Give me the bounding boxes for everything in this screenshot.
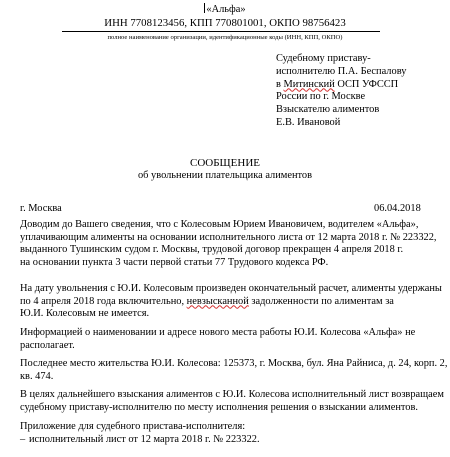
doc-date: 06.04.2018: [374, 203, 421, 214]
header-rule: [62, 31, 380, 32]
recipient-line: в Митинский ОСП УФССП: [276, 78, 399, 90]
recipient-block: [276, 53, 406, 130]
paragraph-settlement: На дату увольнения с Ю.И. Колесовым произведен окончательный расчет, алименты удержаны по 4 апреля 2018 года включительно, невзысканной задолженности по алиментам за Ю.И. Колесовым не имеется.: [20, 283, 442, 320]
recipient-line: России по г. Москве: [276, 91, 366, 103]
org-codes: ИНН 7708123456, КПП 770801001, ОКПО 98756423: [104, 17, 346, 29]
recipient-line: Е.В. Ивановой: [276, 116, 341, 128]
paragraph-new-employer: Информацией о наименовании и адресе нового места работы Ю.И. Колесова «Альфа» не располагает.: [20, 327, 416, 351]
spellcheck-word: невзысканной: [186, 295, 249, 307]
paragraph-last-address: Последнее место жительства Ю.И. Колесова: 125373, г. Москва, бул. Яна Райниса, д. 24, корп. 2, кв. 474.: [20, 358, 448, 382]
paragraph-attachment: Приложение для судебного пристава-исполнителя: – исполнительный лист от 12 марта 2018 г. № 223322.: [20, 421, 260, 445]
header-caption: полное наименование организации, идентификационные коды (ИНН, КПП, ОКПО): [107, 34, 343, 41]
paragraph-writ-return: В целях дальнейшего взыскания алиментов с Ю.И. Колесова исполнительный лист возвращаем судебному приставу-исполнителю по месту исполнения решения о взыскании алиментов.: [20, 389, 444, 413]
spellcheck-word: Митинский: [283, 78, 335, 90]
doc-title: СООБЩЕНИЕ: [190, 157, 260, 169]
recipient-line: Судебному приставу-: [276, 53, 371, 64]
paragraph-dismissal: Доводим до Вашего сведения, что с Колесовым Юрием Ивановичем, водителем «Альфа», уплачивающим алименты на основании исполнительного листа от 12 марта 2018 г. № 223322, выданного Тушинским судом г. Москвы, трудовой договор прекращен 4 апреля 2018 г. на основании пункта 3 части первой статьи 77 Трудового кодекса РФ.: [20, 219, 437, 268]
org-name: «Альфа»: [206, 4, 246, 15]
doc-place: г. Москва: [20, 203, 62, 214]
recipient-line: исполнителю П.А. Беспалову: [276, 65, 407, 77]
recipient-line: Взыскателю алиментов: [276, 104, 380, 116]
doc-subtitle: об увольнении плательщика алиментов: [137, 170, 313, 181]
